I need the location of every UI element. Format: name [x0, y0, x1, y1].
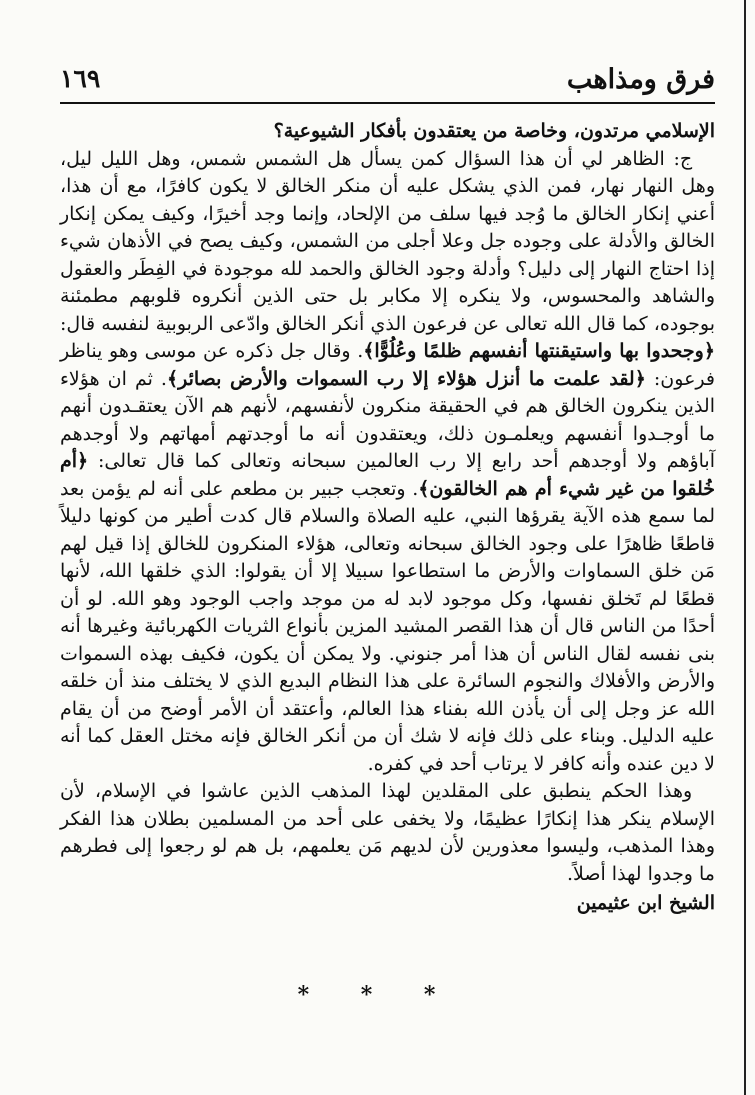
- answer-text-1: ج: الظاهر لي أن هذا السؤال كمن يسأل هل الشمس شمس، وهل الليل ليل، وهل النهار نهار، فمن الذي يشكل عليه أن منكر الخالق لا يكون كافرًا، مع أن هذا، أعني إنكار الخالق ما وُجد فيها سلف من الإلحاد، وإنما وجد أخيرًا، وكيف يمكن إنكار الخالق والأدلة على وجوده جل وعلا أجلى من الشمس، وكيف يصح في الأذهان شيء إذا احتاج النهار إلى دليل؟ وأدلة وجود الخالق والحمد لله موجودة في الفِطَر والعقول والشاهد والمحسوس، ولا ينكره إلا مكابر بل حتى الذين أنكروه قلوبهم مطمئنة بوجوده، كما قال الله تعالى عن فرعون الذي أنكر الخالق وادّعى الربوبية لنفسه قال:: [60, 147, 715, 335]
- section-separator: * * *: [297, 982, 458, 1008]
- quran-quote-1: ﴿وجحدوا بها واستيقنتها أنفسهم ظلمًا وعُلُوًّا﴾: [363, 340, 715, 362]
- question-text: الإسلامي مرتدون، وخاصة من يعتقدون بأفكار الشيوعية؟: [273, 120, 715, 142]
- answer-text-3: . ثم ان هؤلاء الذين ينكرون الخالق هم في الحقيقة منكرون لأنفسهم، لأنهم هم الآن يعتقـدون أنهم ما أوجـدوا أنفسهم ويعلمـون ذلك، ويعتقدون أنه ما أوجدتهم أمهاتهم ولا أوجدهم آباؤهم ولا أوجدهم أحد رابع إلا رب العالمين سبحانه وتعالى كما قال تعالى:: [60, 367, 715, 472]
- page-number: ١٦٩: [60, 64, 101, 93]
- conclusion-paragraph: وهذا الحكم ينطبق على المقلدين لهذا المذهب الذين عاشوا في الإسلام، لأن الإسلام ينكر هذا إنكارًا عظيمًا، ولا يخفى على أحد من المسلمين بطلان هذا الفكر وهذا المذهب، وليسوا معذورين لأن لديهم مَن يعلمهم، بل هم لو رجعوا إلى فطرهم ما وجدوا لهذا أصلاً.: [60, 780, 715, 885]
- author-signature: الشيخ ابن عثيمين: [576, 892, 715, 914]
- running-title: فرق ومذاهب: [566, 64, 715, 95]
- header-rule: [60, 102, 715, 104]
- quran-quote-2: ﴿لقد علمت ما أنزل هؤلاء إلا رب السموات والأرض بصائر﴾: [166, 367, 646, 390]
- page-header: [60, 64, 715, 98]
- quran-quote-3: ﴿أم خُلقوا من غير شيء أم هم الخالقون﴾: [60, 450, 716, 500]
- answer-paragraph: [60, 146, 715, 779]
- article-body: [60, 118, 715, 918]
- page-edge-line: [744, 0, 746, 1095]
- answer-text-2: . وقال جل ذكره عن موسى وهو يناظر فرعون:: [60, 340, 715, 390]
- answer-text-4: . وتعجب جبير بن مطعم على أنه لم يؤمن بعد لما سمع هذه الآية يقرؤها النبي، عليه الصلاة والسلام قال كدت أطير من كونها دليلاً قاطعًا ظاهرًا على وجود الخالق سبحانه وتعالى، هؤلاء المنكرون للخالق إذا قيل لهم مَن خلق السماوات والأرض ما استطاعوا سبيلا إلا أن يقولوا: الذي خلقها الله، لأنها قطعًا لم تَخلق نفسها، وكل موجود لابد له من موجد واجب الوجود وهو الله. لو أن أحدًا من الناس قال أن هذا القصر المشيد المزين بأنواع الثريات الكهربائية وغيرها أنه بنى نفسه لقال الناس أن هذا أمر جنوني. ولا يمكن أن يكون، فكيف بهذه السموات والأرض والأفلاك والنجوم السائرة على هذا النظام البديع الذي لا يختلف منذ أن خلقه الله عز وجل إلى أن يأذن الله بفناء هذا العالم، وأعتقد أن الأمر أوضح من أن يقام عليه الدليل. وبناء على ذلك فإنه لا شك أن من أنكر الخالق فإنه مختل العقل كما أنه لا دين عنده وأنه كافر لا يرتاب أحد في كفره.: [60, 477, 715, 775]
